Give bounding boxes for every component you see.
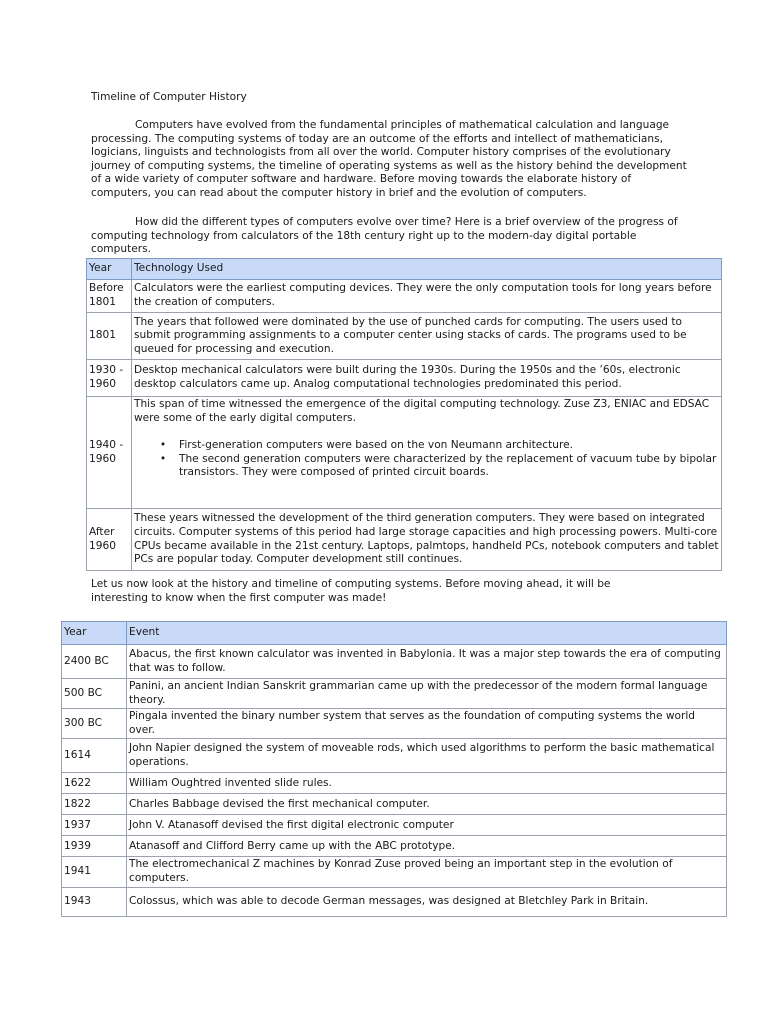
event-cell: Panini, an ancient Indian Sanskrit grammarian came up with the predecessor of the modern formal language theory.: [127, 679, 727, 709]
list-item: • The second generation computers were characterized by the replacement of vacuum tube by bipolar transistors. They were composed of printed circuit boards.: [179, 453, 719, 480]
event-cell: Atanasoff and Clifford Berry came up with the ABC prototype.: [127, 836, 727, 857]
event-cell: Abacus, the first known calculator was invented in Babylonia. It was a major step towards the era of computing that was to follow.: [127, 645, 727, 679]
event-cell: John V. Atanasoff devised the first digital electronic computer: [127, 815, 727, 836]
technology-table-header: [87, 259, 722, 280]
table-row: [62, 679, 727, 709]
event-cell: William Oughtred invented slide rules.: [127, 773, 727, 794]
table-row: [62, 645, 727, 679]
technology-cell: [132, 397, 722, 509]
year-column-header: Year: [87, 259, 132, 280]
table-row: [87, 509, 722, 571]
year-cell: After 1960: [87, 509, 132, 571]
year-cell: 1822: [62, 794, 127, 815]
table-row: [62, 815, 727, 836]
technology-cell: These years witnessed the development of the third generation computers. They were based on integrated circuits. Computer systems of this period had large storage capacities and high processing powers. Multi-core CPUs became available in the 21st century. Laptops, palmtops, handheld PCs, notebook computers and tablet PCs are popular today. Computer development still continues.: [132, 509, 722, 571]
year-cell: 1940 - 1960: [87, 397, 132, 509]
year-cell: 1801: [87, 313, 132, 360]
document-title: Timeline of Computer History: [91, 91, 247, 103]
event-cell: John Napier designed the system of moveable rods, which used algorithms to perform the basic mathematical operations.: [127, 739, 727, 773]
year-cell: 500 BC: [62, 679, 127, 709]
bullet-list: [134, 439, 719, 480]
year-cell: 1622: [62, 773, 127, 794]
event-cell: Pingala invented the binary number system that serves as the foundation of computing systems the world over.: [127, 709, 727, 739]
year-cell: 1614: [62, 739, 127, 773]
overview-paragraph: How did the different types of computers evolve over time? Here is a brief overview of the progress of computing technology from calculators of the 18th century right up to the modern-day digital portable computers.: [91, 216, 678, 256]
event-column-header: Event: [127, 622, 727, 645]
event-cell: Colossus, which was able to decode German messages, was designed at Bletchley Park in Britain.: [127, 887, 727, 916]
bullet-icon: •: [159, 439, 167, 452]
intro-paragraph: Computers have evolved from the fundamental principles of mathematical calculation and language processing. The computing systems of today are an outcome of the efforts and intellect of mathematicians, logicians, linguists and technologists from all over the world. Computer history comprises of the evolutionary journey of computing systems, the timeline of operating systems as well as the history behind the development of a wide variety of computer software and hardware. Before moving towards the elaborate history of computers, you can read about the computer history in brief and the evolution of computers.: [91, 119, 687, 199]
technology-cell-text: This span of time witnessed the emergence of the digital computing technology. Zuse Z3, ENIAC and EDSAC were some of the early digital computers.: [134, 398, 710, 424]
table-row: [62, 836, 727, 857]
technology-table: [86, 258, 722, 571]
technology-cell: Desktop mechanical calculators were built during the 1930s. During the 1950s and the ’60s, electronic desktop calculators came up. Analog computational technologies predominated this period.: [132, 360, 722, 397]
technology-cell: Calculators were the earliest computing devices. They were the only computation tools for long years before the creation of computers.: [132, 280, 722, 313]
event-table: [61, 621, 727, 917]
event-cell: Charles Babbage devised the first mechanical computer.: [127, 794, 727, 815]
table-row: [87, 360, 722, 397]
year-cell: 300 BC: [62, 709, 127, 739]
technology-column-header: Technology Used: [132, 259, 722, 280]
year-cell: 1939: [62, 836, 127, 857]
year-cell: Before 1801: [87, 280, 132, 313]
table-row: [62, 709, 727, 739]
table-row: [62, 887, 727, 916]
technology-cell: The years that followed were dominated by the use of punched cards for computing. The users used to submit programming assignments to a computer center using stacks of cards. The programs used to be queued for processing and execution.: [132, 313, 722, 360]
year-column-header: Year: [62, 622, 127, 645]
year-cell: 1941: [62, 857, 127, 887]
year-cell: 2400 BC: [62, 645, 127, 679]
list-item: • First-generation computers were based on the von Neumann architecture.: [179, 439, 719, 453]
table-row: [62, 857, 727, 887]
event-cell: The electromechanical Z machines by Konrad Zuse proved being an important step in the evolution of computers.: [127, 857, 727, 887]
table-row: [62, 773, 727, 794]
transition-paragraph: Let us now look at the history and timeline of computing systems. Before moving ahead, it will be interesting to know when the first computer was made!: [91, 578, 611, 604]
year-cell: 1930 - 1960: [87, 360, 132, 397]
table-row: [87, 397, 722, 509]
table-row: [87, 313, 722, 360]
table-row: [87, 280, 722, 313]
event-table-header: [62, 622, 727, 645]
year-cell: 1943: [62, 887, 127, 916]
year-cell: 1937: [62, 815, 127, 836]
bullet-icon: •: [159, 452, 167, 465]
table-row: [62, 794, 727, 815]
table-row: [62, 739, 727, 773]
